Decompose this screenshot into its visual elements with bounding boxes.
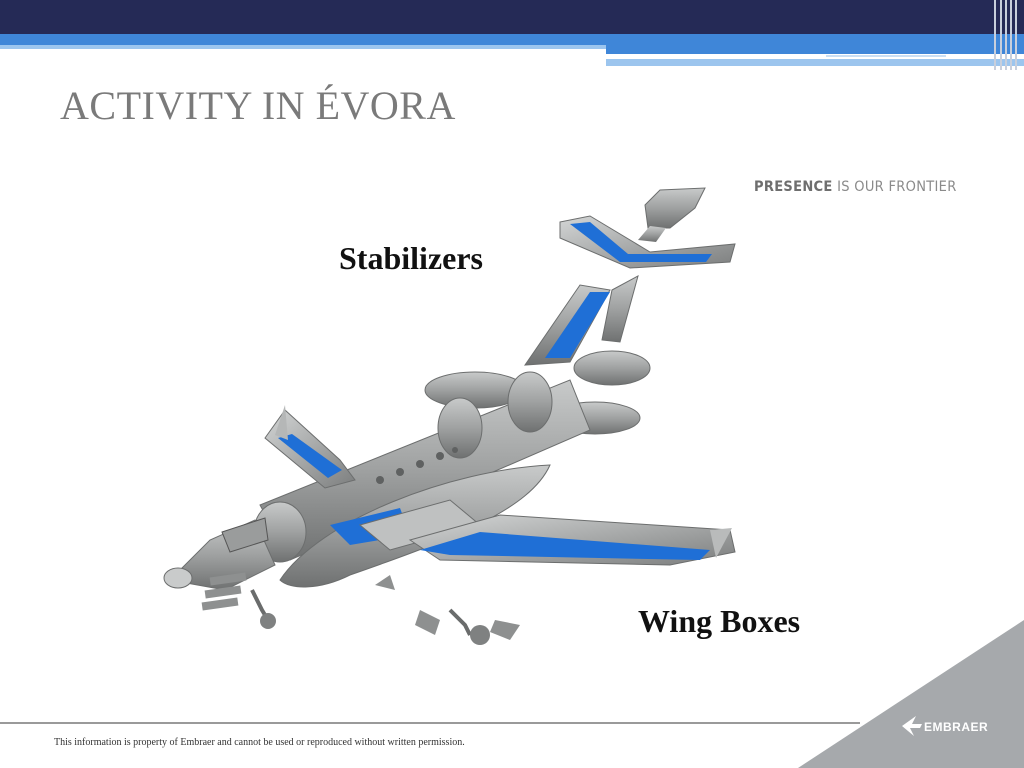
label-wing-boxes: Wing Boxes — [638, 603, 801, 639]
embraer-logo — [900, 712, 1010, 740]
header-band-dark — [0, 0, 1024, 34]
header-stripes — [606, 45, 1024, 70]
footer-disclaimer: This information is property of Embraer and cannot be used or reproduced without written permission. — [54, 737, 465, 748]
embraer-logo-text: EMBRAER — [924, 720, 989, 734]
header-vertical-lines — [994, 0, 1020, 70]
label-stabilizers: Stabilizers — [339, 240, 483, 276]
slogan — [754, 179, 957, 195]
horizontal-stabilizer — [560, 188, 735, 268]
header-band-blue — [0, 34, 1024, 45]
slogan-bold: PRESENCE — [754, 179, 833, 195]
footer-divider — [0, 722, 860, 724]
slide-title: ACTIVITY IN ÉVORA — [60, 83, 456, 128]
slogan-rest: IS OUR FRONTIER — [832, 179, 957, 195]
header-band-light — [0, 45, 606, 49]
left-wing-box — [265, 405, 355, 488]
embraer-logo-icon — [902, 716, 922, 736]
landing-gear-parts — [202, 573, 520, 645]
corner-triangle — [798, 620, 1024, 768]
